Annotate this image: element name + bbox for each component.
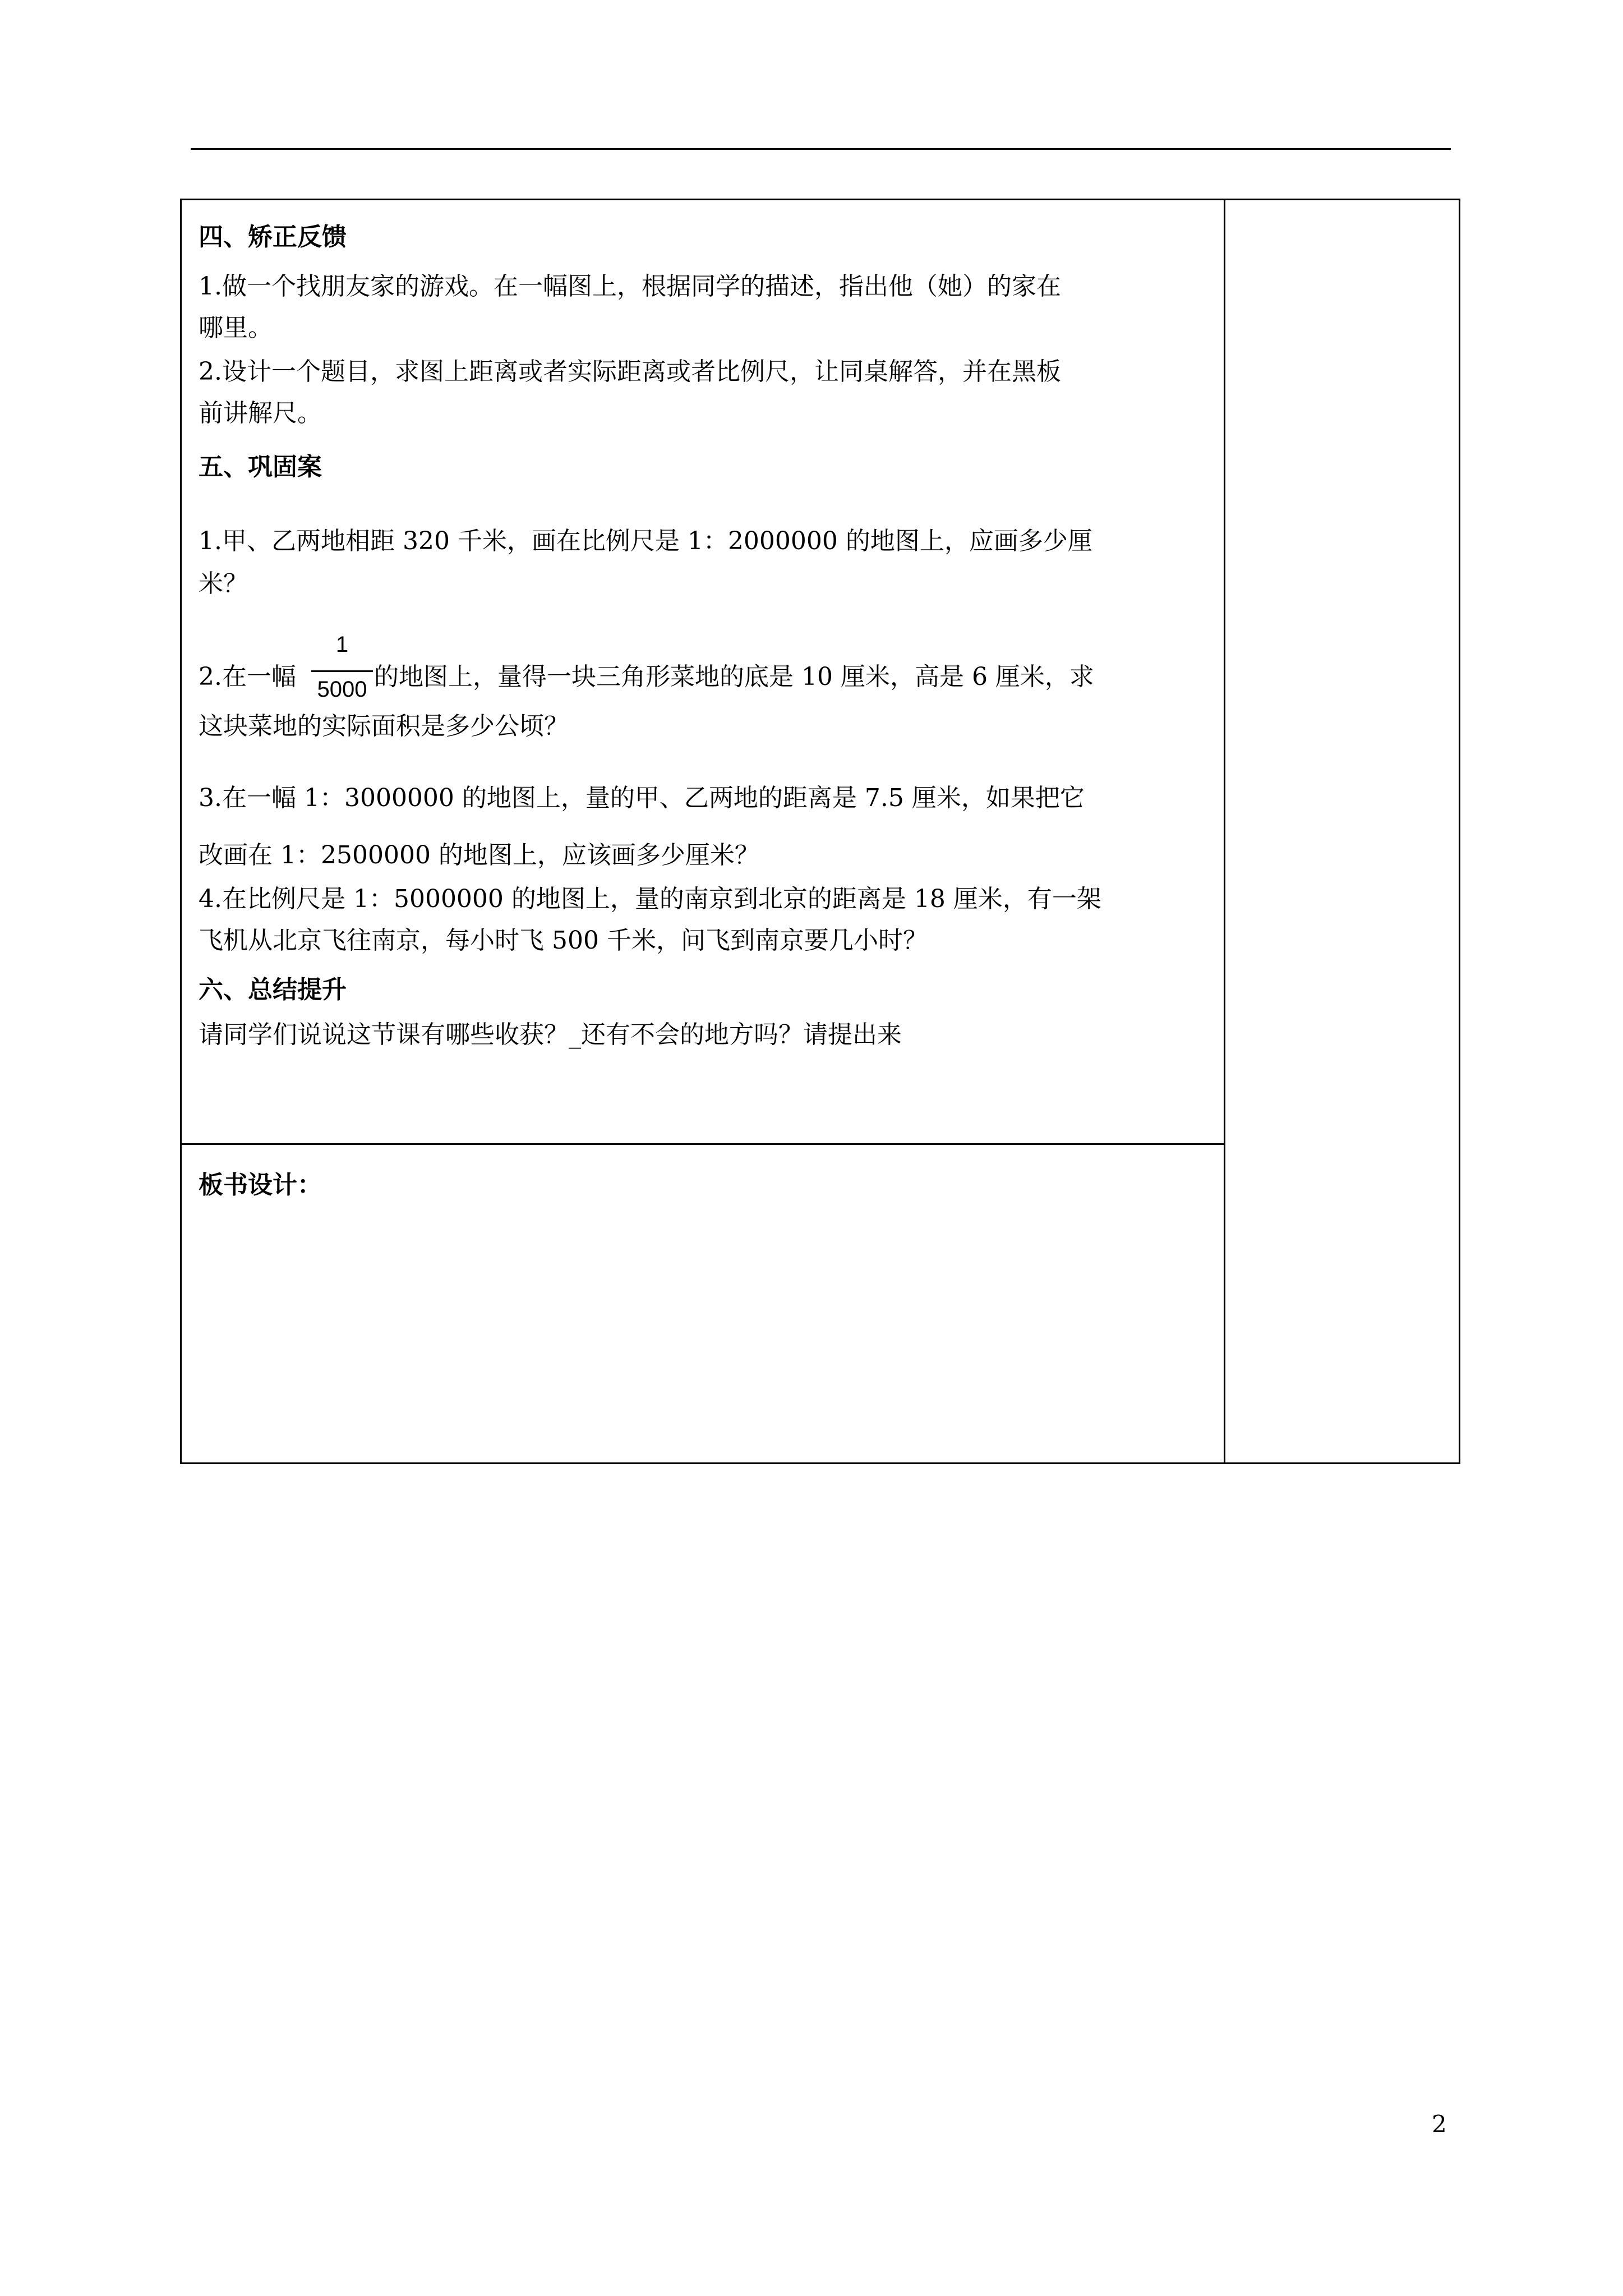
question-4-line-2: 飞机从北京飞往南京，每小时飞 500 千米，问飞到南京要几小时？ [199,926,928,955]
question-1-line-2: 米？ [199,569,248,598]
question-1-line-1: 1.甲、乙两地相距 320 千米，画在比例尺是 1：2000000 的地图上，应画多少厘 [199,527,1092,555]
header-rule [191,148,1451,150]
question-3-line-1: 3.在一幅 1：3000000 的地图上，量的甲、乙两地的距离是 7.5 厘米，如果把它 [199,784,1085,812]
notes-column [1225,200,1459,1462]
question-4-line-1: 4.在比例尺是 1：5000000 的地图上，量的南京到北京的距离是 18 厘米，有一架 [199,885,1101,913]
question-2-line-2: 这块菜地的实际面积是多少公顷？ [199,712,569,740]
summary-text: 请同学们说说这节课有哪些收获？_还有不会的地方吗？请提出来 [199,1020,902,1049]
feedback-item-2-line-1: 2.设计一个题目，求图上距离或者实际距离或者比例尺，让同桌解答，并在黑板 [199,357,1061,386]
section-heading-summary: 六、总结提升 [199,976,347,1004]
question-3-line-2: 改画在 1：2500000 的地图上，应该画多少厘米？ [199,841,759,869]
lesson-table [180,199,1460,1464]
fraction-denominator: 5000 [317,677,367,702]
section-heading-feedback: 四、矫正反馈 [199,223,347,251]
fraction-bar [311,670,373,672]
board-design-heading: 板书设计： [199,1171,322,1199]
board-design-cell [182,1145,1224,1459]
question-2-suffix: 的地图上，量得一块三角形菜地的底是 10 厘米，高是 6 厘米，求 [374,662,1094,691]
page-number: 2 [1432,2110,1447,2138]
lesson-content-cell [182,200,1224,1143]
question-2-prefix: 2.在一幅 [199,662,296,691]
feedback-item-2-line-2: 前讲解尺。 [199,399,322,427]
feedback-item-1-line-1: 1.做一个找朋友家的游戏。在一幅图上，根据同学的描述，指出他（她）的家在 [199,272,1061,301]
feedback-item-1-line-2: 哪里。 [199,314,273,342]
section-heading-consolidation: 五、巩固案 [199,453,322,481]
fraction-numerator: 1 [335,632,349,657]
